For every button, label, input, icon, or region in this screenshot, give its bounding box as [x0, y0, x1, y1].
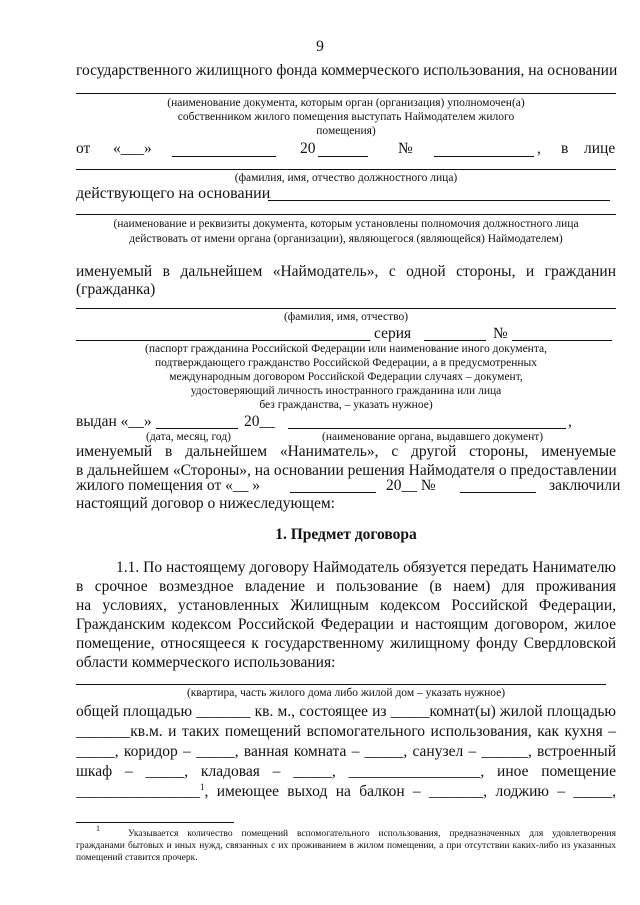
text-fragment: № — [398, 140, 413, 157]
text-line: _____, коридор – _____, ванная комната – _____, санузел – ______, встроенный — [76, 743, 616, 760]
blank-line — [76, 169, 616, 170]
caption: собственником жилого помещения выступать Наймодателем жилого — [177, 111, 515, 123]
text-fragment: действующего на основании — [76, 185, 271, 202]
text-fragment: № — [493, 325, 508, 342]
text-line: (гражданка) — [76, 281, 156, 298]
blank-line — [172, 156, 276, 157]
blank-line — [76, 340, 370, 341]
section-title: 1. Предмет договора — [275, 526, 417, 543]
blank-line — [318, 156, 368, 157]
blank-line — [512, 340, 612, 341]
footnote-number: 1 — [96, 824, 100, 833]
caption: без гражданства, – указать нужное) — [259, 399, 433, 411]
footnote-text: Указывается количество помещений вспомогательного использования, предназначенных для удовлетворения гражданами бытовых и иных нужд, связанных с их проживанием в жилом помещении, а при отсутствии каких-либо из указанных помещений ставится прочерк. — [76, 829, 616, 863]
text-line: в дальнейшем «Стороны», на основании решения Наймодателя о предоставлении — [76, 462, 617, 479]
text-line: области коммерческого использования: — [76, 654, 336, 671]
blank-line — [76, 93, 616, 94]
text-line: на условиях, установленных Жилищным кодексом Российской Федерации, — [76, 597, 616, 614]
text-line — [76, 782, 616, 801]
caption: (дата, месяц, год) — [146, 431, 232, 443]
caption: (наименование документа, которым орган (организация) уполномочен(а) — [167, 97, 525, 109]
text-line: общей площадью _______ кв. м., состоящее из _____комнат(ы) жилой площадью — [76, 703, 616, 720]
text-fragment: 20 — [300, 140, 316, 157]
caption: подтверждающего гражданство Российской Федерации, а в предусмотренных — [154, 357, 538, 369]
caption: удостоверяющий личность иностранного гражданина или лица — [190, 385, 502, 397]
text-fragment: выдан «__» — [76, 413, 152, 430]
text-line: именуемый в дальнейшем «Наймодатель», с одной стороны, и гражданин — [76, 263, 616, 280]
page-number: 9 — [316, 38, 324, 55]
blank-line — [76, 214, 616, 215]
text-fragment: , имеющее выход на балкон – _______, лоджию – _____, — [204, 783, 616, 800]
text-line: Гражданским кодексом Российской Федерации и настоящим договором, жилое — [76, 616, 616, 633]
text-fragment: , — [537, 140, 541, 157]
text-line: именуемый в дальнейшем «Наниматель», с другой стороны, именуемые — [76, 443, 616, 460]
text-fragment: 20__ — [244, 413, 275, 430]
blank-line — [76, 308, 616, 309]
text-fragment: «___» — [113, 140, 152, 157]
caption: (квартира, часть жилого дома либо жилой дом – указать нужное) — [186, 687, 506, 699]
blank-line — [290, 492, 376, 493]
footnote-separator — [76, 822, 234, 823]
text-line: настоящий договор о нижеследующем: — [76, 495, 335, 512]
text-line: _______кв.м. и таких помещений вспомогательного использования, как кухня – — [76, 723, 616, 740]
text-line: помещение, относящееся к государственному жилищному фонду Свердловской — [76, 635, 616, 652]
text-fragment: 20__ № — [386, 477, 436, 494]
text-fragment: от — [76, 140, 91, 157]
text-line: 1.1. По настоящему договору Наймодатель обязуется передать Нанимателю — [116, 559, 617, 576]
caption: помещения) — [316, 125, 376, 137]
caption: (наименование и реквизиты документа, которым установлены полномочия должностного лица — [113, 218, 579, 230]
text-fragment: жилого помещения от «__ » — [76, 477, 261, 494]
caption: действовать от имени органа (организации), являющегося (являющейся) Наймодателем) — [129, 233, 563, 245]
text-fragment: в — [561, 140, 569, 157]
caption: (фамилия, имя, отчество) — [283, 311, 409, 323]
blank-line — [424, 340, 486, 341]
text-fragment: ________________ — [76, 783, 200, 800]
blank-line — [268, 200, 610, 201]
blank-line — [460, 492, 536, 493]
blank-line — [76, 684, 606, 685]
blank-line — [434, 156, 534, 157]
footnote-ref: 1 — [200, 781, 205, 792]
blank-line — [156, 428, 238, 429]
caption: (паспорт гражданина Российской Федерации или наименование иного документа, — [145, 343, 547, 355]
blank-line — [288, 428, 566, 429]
text-line: в срочное возмездное владение и пользование (в наем) для проживания — [76, 578, 616, 595]
text-fragment: , — [568, 413, 572, 430]
caption: (фамилия, имя, отчество должностного лица) — [234, 172, 458, 184]
text-fragment: серия — [374, 325, 412, 342]
text-fragment: лице — [584, 140, 616, 157]
caption: (наименование органа, выдавшего документ) — [322, 431, 544, 443]
text-line: шкаф – _____, кладовая – _____, _________________, иное помещение — [76, 763, 616, 780]
caption: международным договором Российской Федерации случаях – документ, — [169, 371, 523, 383]
text-fragment: заключили — [549, 477, 621, 494]
text-line: государственного жилищного фонда коммерческого использования, на основании — [76, 62, 618, 79]
